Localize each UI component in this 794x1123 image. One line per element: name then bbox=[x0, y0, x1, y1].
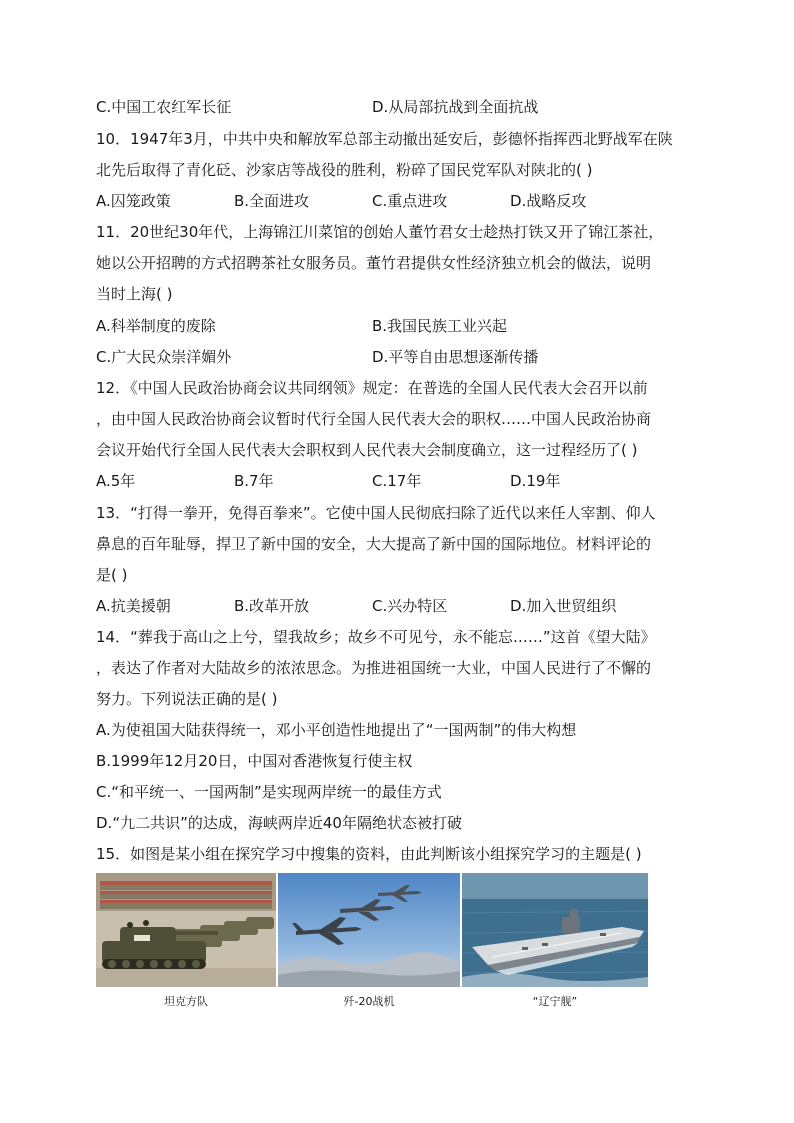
q14-option-d: D.“九二共识”的达成，海峡两岸近40年隔绝状态被打破 bbox=[96, 814, 462, 832]
fighter-jets-image bbox=[278, 873, 460, 987]
q11-stem-line-1: 11．20世纪30年代，上海锦江川菜馆的创始人董竹君女士趁热打铁又开了锦江茶社， bbox=[96, 223, 664, 241]
q14-option-b: B.1999年12月20日，中国对香港恢复行使主权 bbox=[96, 752, 413, 770]
aircraft-carrier-caption: “辽宁舰” bbox=[532, 995, 578, 1008]
aircraft-carrier-image bbox=[462, 873, 648, 987]
q10-stem-line-1: 10．1947年3月，中共中央和解放军总部主动撤出延安后，彭德怀指挥西北野战军在陕 bbox=[96, 130, 673, 148]
q11-option-c: C.广大民众崇洋媚外 bbox=[96, 348, 232, 366]
q12-option-b: B.7年 bbox=[234, 472, 274, 490]
q12-stem-line-3: 会议开始代行全国人民代表大会职权到人民代表大会制度确立，这一过程经历了( ) bbox=[96, 441, 638, 459]
aircraft-carrier-photo bbox=[462, 873, 648, 987]
tank-parade-photo bbox=[96, 873, 276, 987]
q15-figure bbox=[96, 873, 652, 1017]
q10-option-b: B.全面进攻 bbox=[234, 192, 310, 210]
q10-option-a: A.囚笼政策 bbox=[96, 192, 171, 210]
q11-option-a: A.科举制度的废除 bbox=[96, 317, 216, 335]
q10-option-c: C.重点进攻 bbox=[372, 192, 448, 210]
q11-stem-line-2: 她以公开招聘的方式招聘茶社女服务员。董竹君提供女性经济独立机会的做法，说明 bbox=[96, 254, 652, 272]
q12-option-d: D.19年 bbox=[510, 472, 561, 490]
q12-stem-line-1: 12．《中国人民政治协商会议共同纲领》规定：在普选的全国人民代表大会召开以前 bbox=[96, 379, 648, 397]
tank-parade-image bbox=[96, 873, 276, 987]
q10-option-d: D.战略反攻 bbox=[510, 192, 587, 210]
q13-stem-line-1: 13．“打得一拳开，免得百拳来”。它使中国人民彻底扫除了近代以来任人宰割、仰人 bbox=[96, 504, 656, 522]
q13-stem-line-3: 是( ) bbox=[96, 566, 128, 584]
q14-option-a: A.为使祖国大陆获得统一，邓小平创造性地提出了“一国两制”的伟大构想 bbox=[96, 721, 577, 739]
q14-option-c: C.“和平统一、一国两制”是实现两岸统一的最佳方式 bbox=[96, 783, 442, 801]
q13-option-a: A.抗美援朝 bbox=[96, 597, 171, 615]
q14-stem-line-3: 努力。下列说法正确的是( ) bbox=[96, 690, 278, 708]
fighter-jets-photo bbox=[278, 873, 460, 987]
q14-stem-line-1: 14．“葬我于高山之上兮，望我故乡；故乡不可见兮，永不能忘……”这首《望大陆》 bbox=[96, 628, 656, 646]
q13-option-c: C.兴办特区 bbox=[372, 597, 448, 615]
q13-stem-line-2: 鼻息的百年耻辱，捍卫了新中国的安全，大大提高了新中国的国际地位。材料评论的 bbox=[96, 535, 652, 553]
q11-stem-line-3: 当时上海( ) bbox=[96, 285, 173, 303]
q12-option-c: C.17年 bbox=[372, 472, 422, 490]
q9-option-d: D.从局部抗战到全面抗战 bbox=[372, 98, 539, 116]
q12-stem-line-2: ，由中国人民政治协商会议暂时代行全国人民代表大会的职权……中国人民政治协商 bbox=[96, 410, 652, 428]
q13-option-d: D.加入世贸组织 bbox=[510, 597, 617, 615]
q14-stem-line-2: ，表达了作者对大陆故乡的浓浓思念。为推进祖国统一大业，中国人民进行了不懈的 bbox=[96, 659, 652, 677]
tank-parade-caption: 坦克方队 bbox=[164, 995, 208, 1008]
q13-option-b: B.改革开放 bbox=[234, 597, 310, 615]
q9-option-c: C.中国工农红军长征 bbox=[96, 98, 232, 116]
q15-stem: 15．如图是某小组在探究学习中搜集的资料，由此判断该小组探究学习的主题是( ) bbox=[96, 845, 642, 863]
q11-option-d: D.平等自由思想逐渐传播 bbox=[372, 348, 539, 366]
q10-stem-line-2: 北先后取得了青化砭、沙家店等战役的胜利，粉碎了国民党军队对陕北的( ) bbox=[96, 161, 593, 179]
q12-option-a: A.5年 bbox=[96, 472, 136, 490]
q11-option-b: B.我国民族工业兴起 bbox=[372, 317, 508, 335]
fighter-jets-caption: 歼-20战机 bbox=[343, 995, 395, 1008]
